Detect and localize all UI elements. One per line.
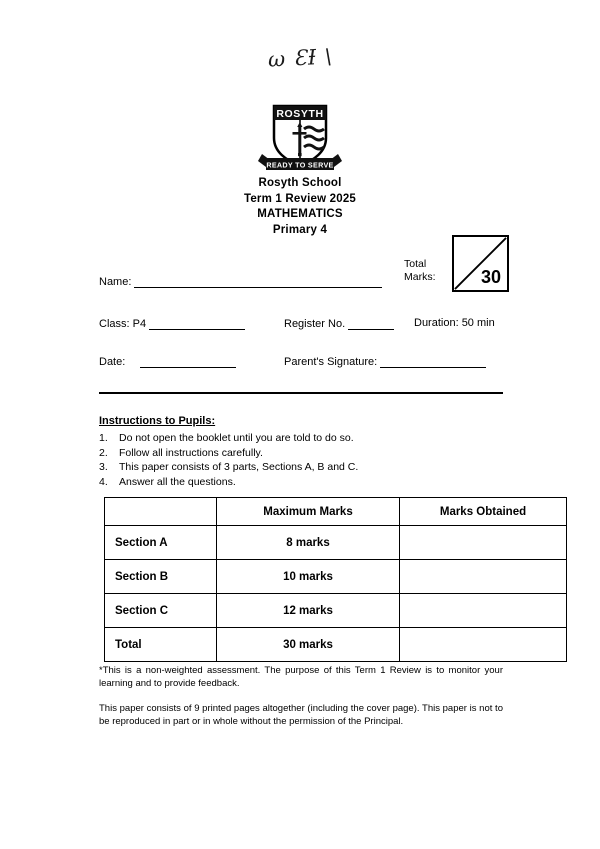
header-section [105,498,217,526]
instruction-number: 1. [99,432,108,444]
name-label: Name: [99,276,132,288]
table-header-row [105,498,567,526]
svg-text:ROSYTH: ROSYTH [276,108,324,120]
instructions-block [99,415,459,489]
page-title-block [0,176,600,238]
total-marks-value: 30 [480,267,501,287]
instruction-number: 4. [99,475,108,488]
marks-summary-table [104,497,567,662]
instructions-title: Instructions to Pupils: [99,415,216,427]
total-marks-label-line1: Total [404,258,427,270]
cell-obtained[interactable] [400,560,567,594]
header-maximum-marks: Maximum Marks [217,498,400,526]
register-label: Register No. [284,318,346,330]
class-value: P4 [132,318,147,330]
instruction-text: This paper consists of 3 parts, Sections A, B and C. [119,461,359,473]
cell-section: Section A [105,526,217,560]
class-label: Class: [99,318,130,330]
cell-maximum: 30 marks [217,628,400,662]
total-marks-box [452,235,509,292]
cell-section: Section C [105,594,217,628]
register-field-row [284,317,394,330]
instruction-text: Do not open the booklet until you are told to do so. [119,432,354,444]
school-name: Rosyth School [258,177,342,189]
name-input[interactable] [134,275,382,288]
name-field-row [99,275,382,288]
register-input[interactable] [348,317,394,330]
signature-label: Parent's Signature: [284,356,378,368]
instruction-item [99,475,459,490]
exam-name: Term 1 Review 2025 [243,192,357,205]
instruction-text: Answer all the questions. [119,475,236,488]
assessment-note: *This is a non-weighted assessment. The purpose of this Term 1 Review is to monitor your learning and to provide feedback. [99,665,503,689]
date-label: Date: [99,356,126,368]
instruction-item [99,460,459,475]
header-marks-obtained: Marks Obtained [400,498,567,526]
section-divider [99,392,503,394]
instructions-list [99,431,459,489]
class-input[interactable] [149,317,245,330]
date-input[interactable] [140,355,236,368]
table-row [105,526,567,560]
cell-obtained[interactable] [400,526,567,560]
table-row [105,628,567,662]
cell-obtained[interactable] [400,594,567,628]
instruction-item [99,431,459,446]
total-marks-label [404,258,436,284]
cell-maximum: 8 marks [217,526,400,560]
table-row [105,594,567,628]
handwritten-annotation: ω ƐƗ \ [267,44,334,72]
subject-name: MATHEMATICS [257,208,343,220]
cell-obtained[interactable] [400,628,567,662]
signature-field-row [284,355,486,368]
school-crest-icon [256,98,344,174]
date-field-row [99,355,236,368]
cell-maximum: 10 marks [217,560,400,594]
instruction-number: 3. [99,461,108,473]
duration-label: Duration: 50 min [414,317,495,329]
instruction-text: Follow all instructions carefully. [119,446,263,459]
table-row [105,560,567,594]
class-field-row [99,317,245,330]
cell-section: Section B [105,560,217,594]
cell-section: Total [105,628,217,662]
instruction-number: 2. [99,446,108,459]
svg-text:READY TO SERVE: READY TO SERVE [266,160,334,170]
cell-maximum: 12 marks [217,594,400,628]
copyright-note: This paper consists of 9 printed pages altogether (including the cover page). This paper is not to be reproduced in part or in whole without the permission of the Principal. [99,703,503,727]
instruction-item [99,446,459,461]
signature-input[interactable] [380,355,486,368]
level-name: Primary 4 [272,223,328,236]
total-marks-label-line2: Marks: [404,271,436,283]
